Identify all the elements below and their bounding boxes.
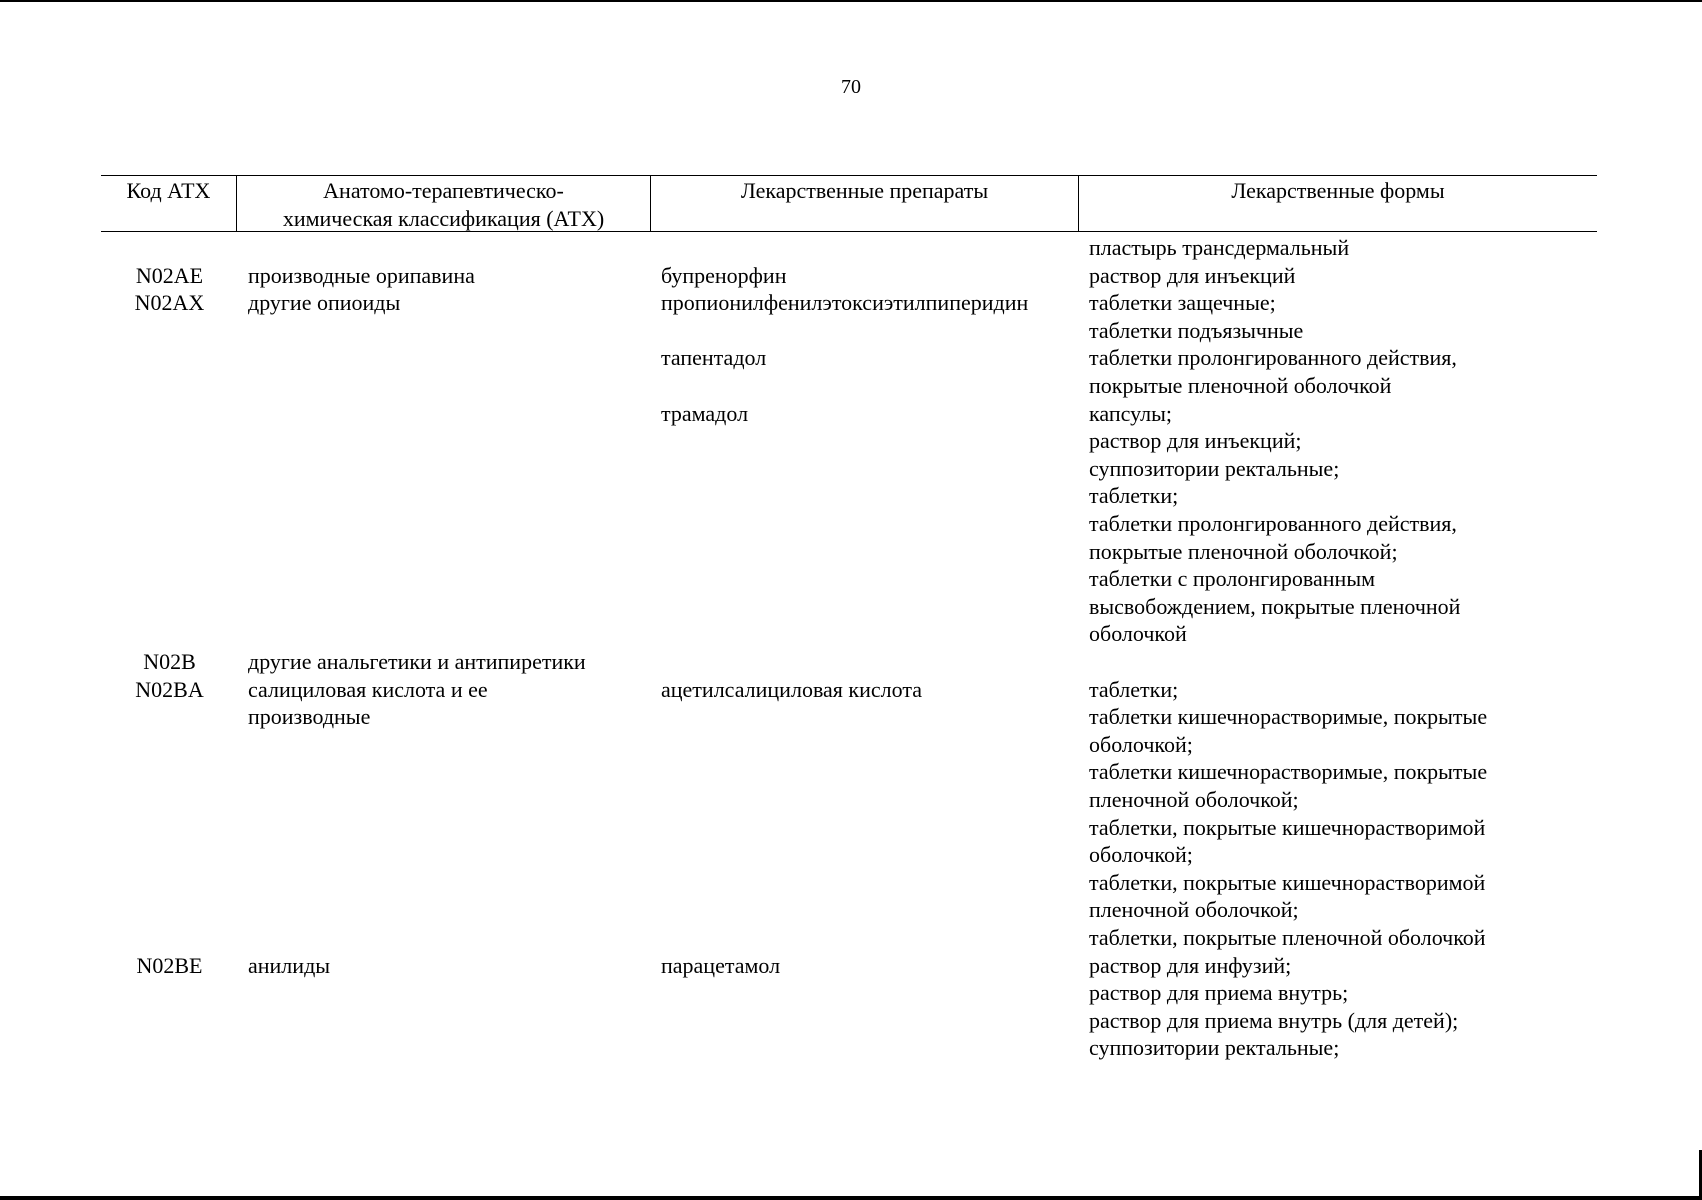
form-line: таблетки; (1089, 483, 1179, 509)
atc-code: N02BA (135, 676, 204, 702)
atc-name: другие опиоиды (248, 290, 401, 316)
form-line: таблетки пролонгированного действия, (1089, 345, 1457, 371)
atc-code: N02B (143, 649, 196, 674)
atc-code: N02BE (136, 952, 203, 978)
form-line: раствор для инъекций (1089, 262, 1296, 288)
drug-name: трамадол (661, 400, 749, 426)
scan-border-bottom (0, 1196, 1702, 1200)
drug-name: парацетамол (661, 952, 781, 978)
drug-name: ацетилсалициловая кислота (661, 676, 922, 702)
form-line: пленочной оболочкой; (1089, 787, 1299, 812)
form-line: покрытые пленочной оболочкой (1089, 373, 1392, 398)
drug-name: тапентадол (661, 345, 767, 371)
form-line: таблетки с пролонгированным (1089, 566, 1376, 592)
atc-code: N02AE (135, 262, 204, 288)
table-top-rule (101, 175, 1597, 176)
form-line: раствор для инфузий; (1089, 952, 1292, 978)
drug-name: пропионилфенилэтоксиэтилпиперидин (661, 290, 1029, 316)
header-atc-line: Анатомо-терапевтическо- (323, 178, 564, 203)
header-forms: Лекарственные формы (1231, 178, 1445, 203)
form-line: таблетки защечные; (1089, 290, 1276, 316)
form-line: таблетки подъязычные (1089, 317, 1304, 343)
atc-name: анилиды (248, 952, 331, 978)
form-line: покрытые пленочной оболочкой; (1089, 538, 1398, 564)
form-line: суппозитории ректальные; (1089, 1035, 1340, 1061)
header-atc-line: химическая классификация (АТХ) (282, 205, 605, 231)
form-line: раствор для приема внутрь (для детей); (1089, 1007, 1459, 1033)
header-code: Код АТХ (126, 178, 211, 203)
form-line: оболочкой (1089, 621, 1187, 647)
header-atc (237, 177, 650, 232)
atc-name: салициловая кислота и ее (248, 676, 488, 702)
page-number: 70 (841, 76, 861, 98)
form-line: высвобождением, покрытые пленочной (1089, 593, 1461, 619)
form-line: суппозитории ректальные; (1089, 455, 1340, 481)
form-line: пластырь трансдермальный (1089, 235, 1350, 260)
form-line: таблетки; (1089, 676, 1179, 702)
header-drugs: Лекарственные препараты (740, 178, 989, 203)
form-line: пленочной оболочкой; (1089, 897, 1299, 923)
atc-name: другие анальгетики и антипиретики (248, 649, 586, 674)
form-line: раствор для инъекций; (1089, 428, 1302, 454)
drug-name: бупренорфин (661, 262, 787, 288)
form-line: таблетки пролонгированного действия, (1089, 511, 1457, 536)
form-line: таблетки кишечнорастворимые, покрытые (1089, 704, 1488, 730)
atc-code: N02AX (134, 290, 205, 316)
form-line: таблетки, покрытые пленочной оболочкой (1089, 925, 1486, 950)
atc-name: производные (248, 704, 371, 730)
scan-border-top (0, 0, 1702, 2)
form-line: раствор для приема внутрь; (1089, 980, 1349, 1006)
form-line: оболочкой; (1089, 842, 1193, 868)
form-line: таблетки кишечнорастворимые, покрытые (1089, 759, 1488, 785)
form-line: оболочкой; (1089, 731, 1193, 757)
form-line: капсулы; (1089, 400, 1172, 426)
form-line: таблетки, покрытые кишечнорастворимой (1089, 869, 1486, 895)
atc-name: производные орипавина (248, 262, 475, 288)
form-line: таблетки, покрытые кишечнорастворимой (1089, 814, 1486, 840)
